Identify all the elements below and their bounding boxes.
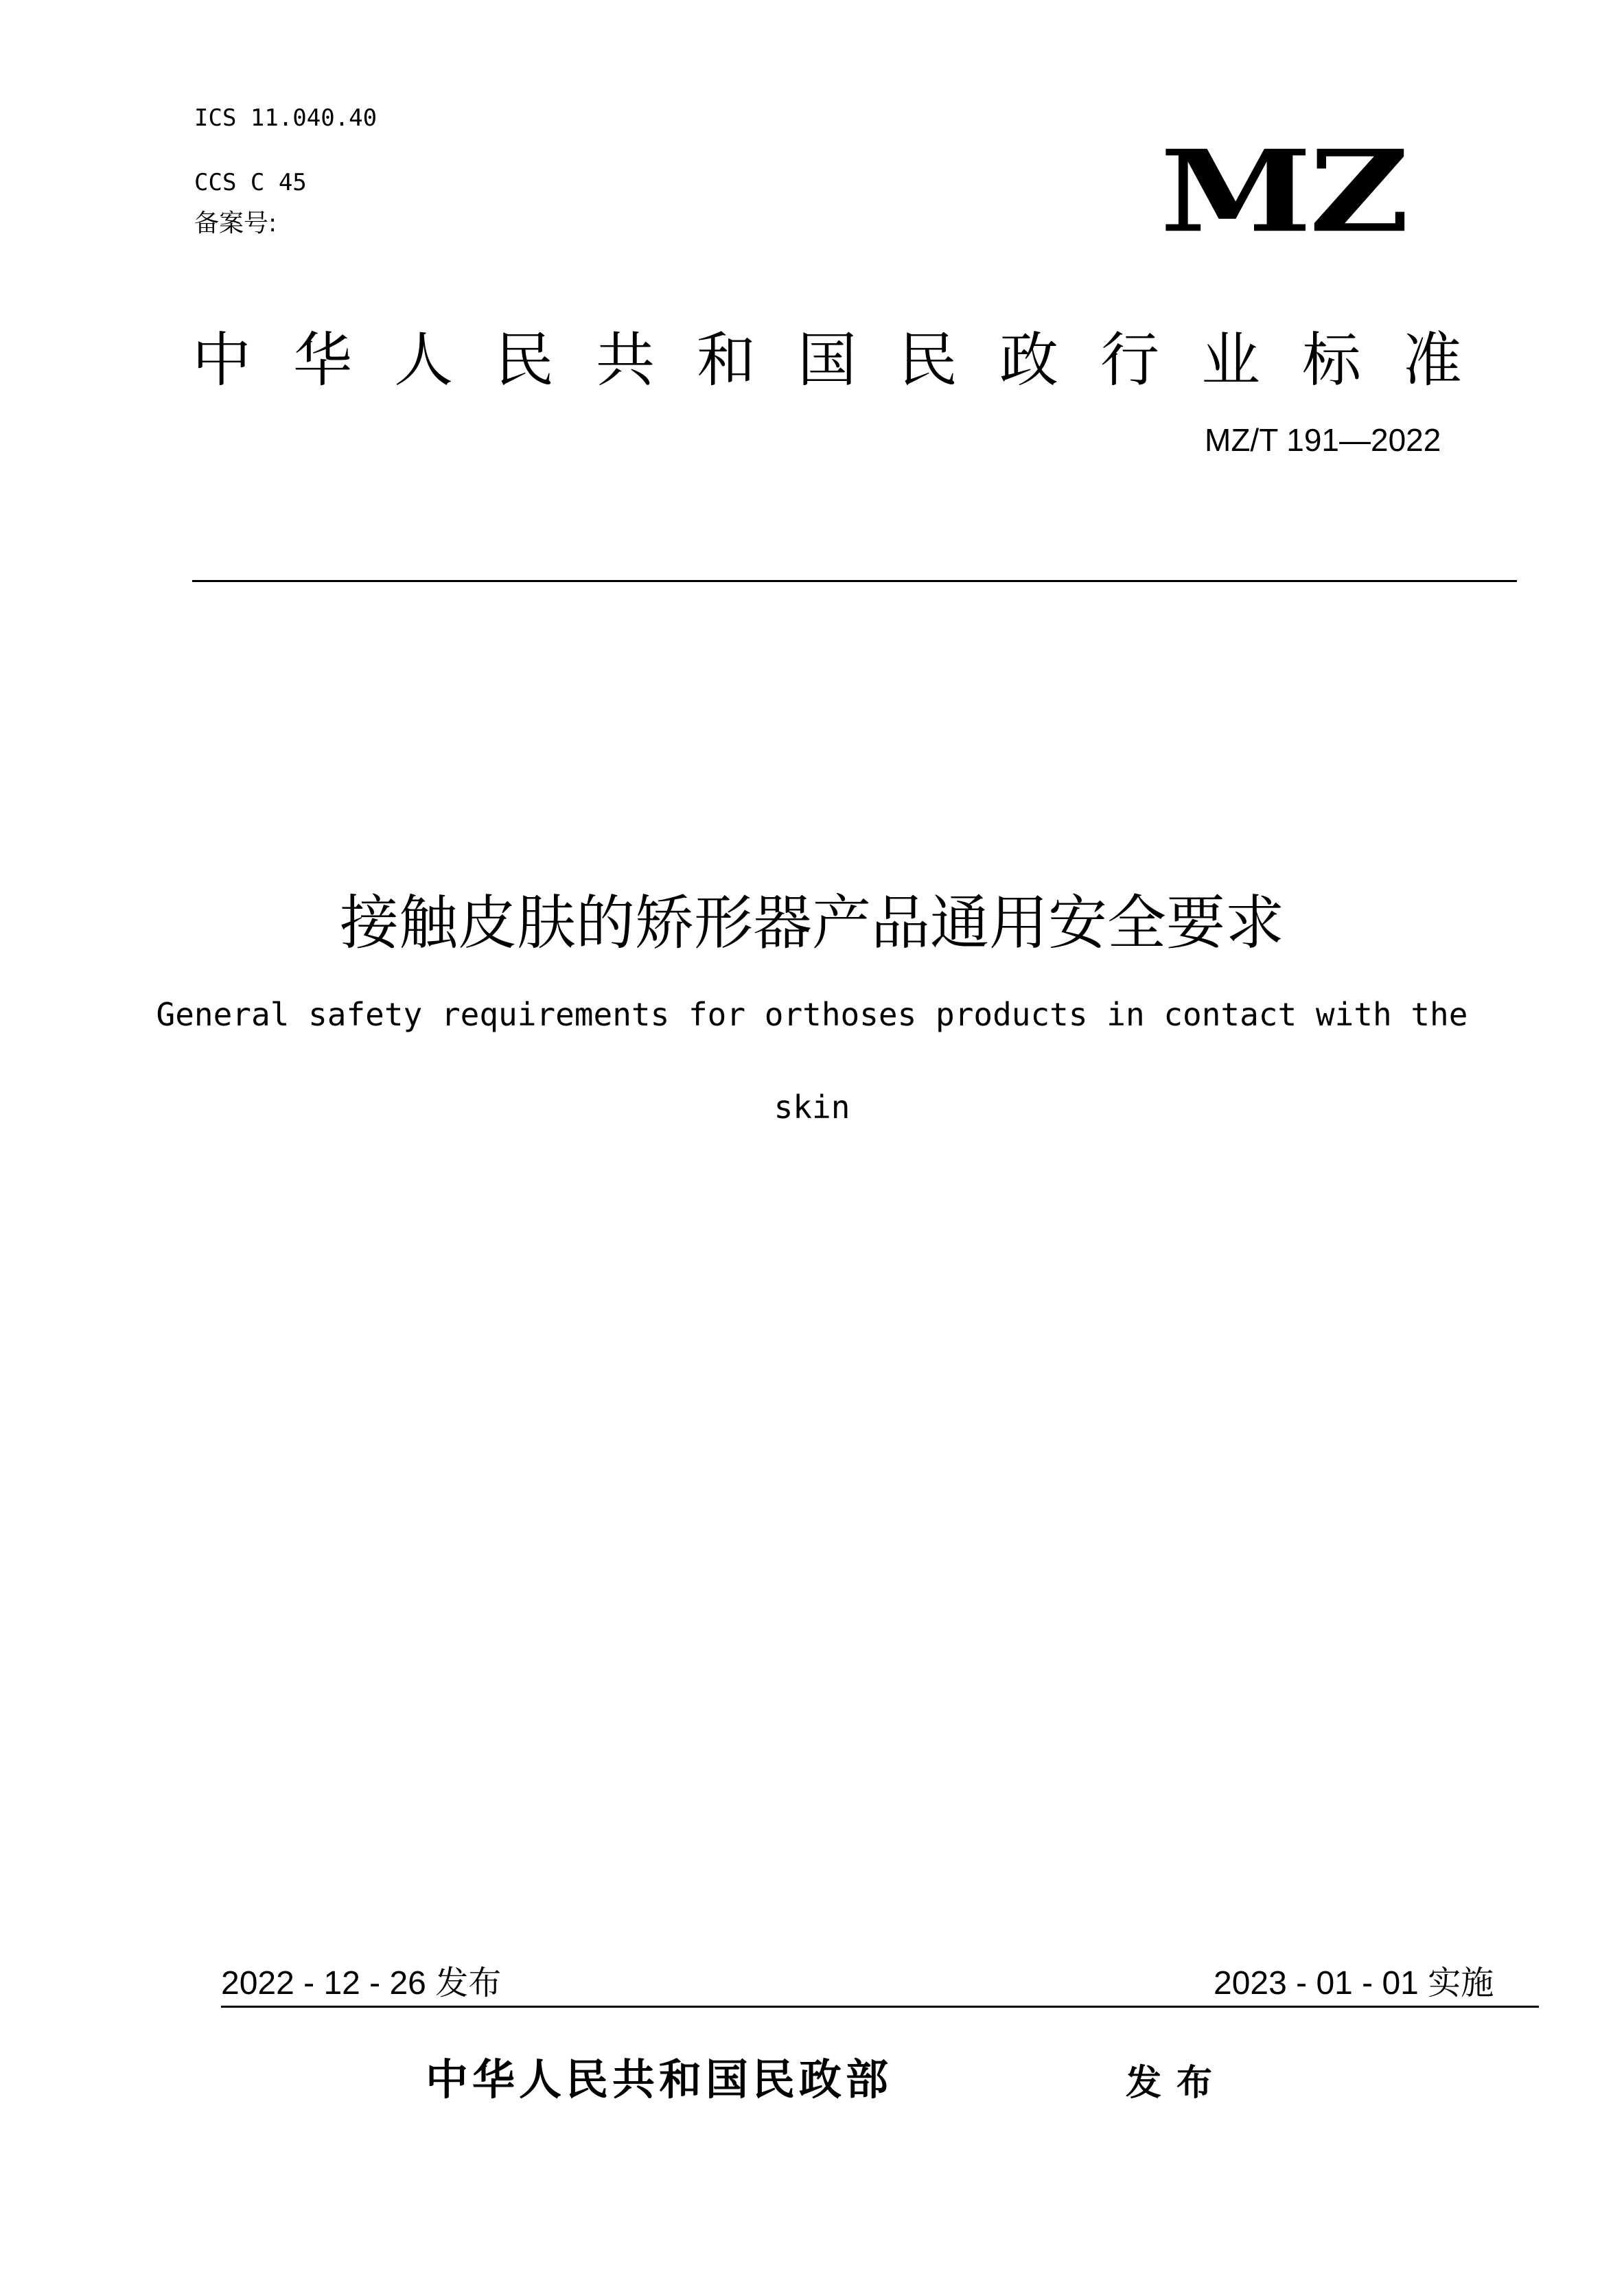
header-divider (192, 580, 1517, 582)
document-title-en-line1: General safety requirements for orthoses products in contact with the (156, 996, 1468, 1033)
publisher-name: 中华人民共和国民政部 (426, 2054, 893, 2104)
ics-code: ICS 11.040.40 (194, 104, 378, 132)
document-title-en-line2: skin (774, 1089, 850, 1126)
standard-category-title: 中华人民共和国民政行业标准 (192, 326, 1504, 395)
mz-logo: MZ (1160, 125, 1407, 258)
document-title-cn: 接触皮肤的矫形器产品通用安全要求 (340, 889, 1284, 958)
standard-number: MZ/T 191—2022 (1205, 422, 1441, 458)
publish-label: 发布 (1126, 2063, 1228, 2104)
date-divider (221, 2006, 1539, 2008)
effective-date: 2023 - 01 - 01 实施 (1214, 1965, 1494, 2002)
issue-date: 2022 - 12 - 26 发布 (221, 1965, 502, 2002)
filing-number-label: 备案号: (194, 209, 277, 237)
ccs-code: CCS C 45 (194, 169, 307, 196)
